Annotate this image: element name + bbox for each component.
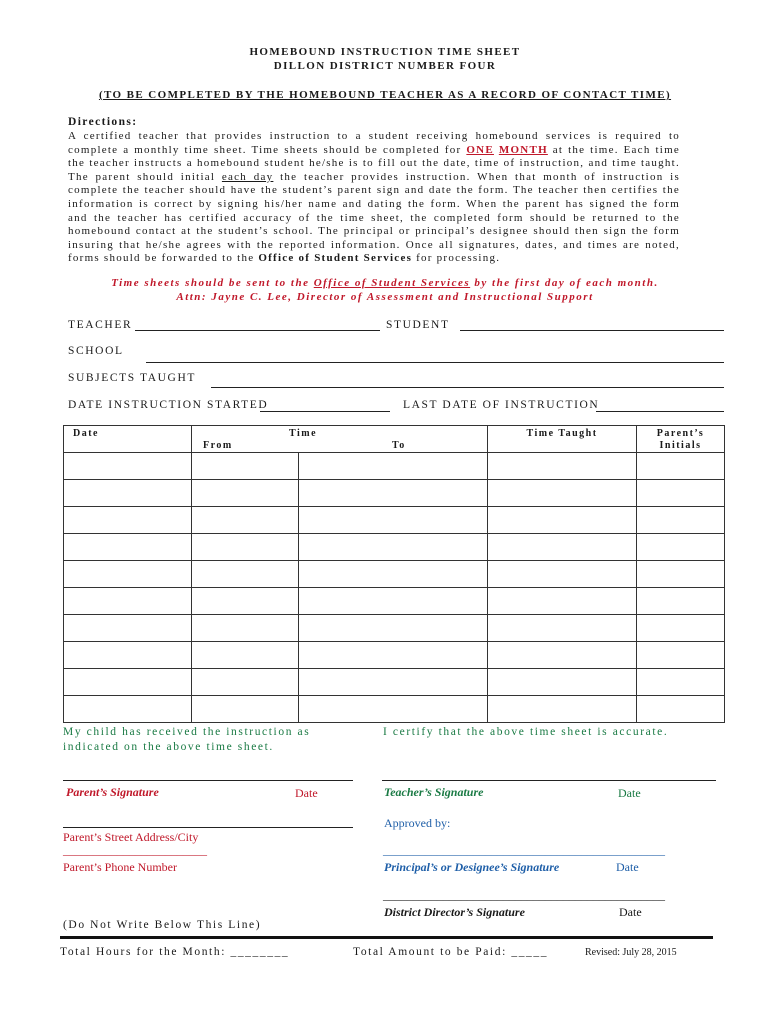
student-field[interactable] — [460, 330, 724, 331]
parent-date-label: Date — [295, 786, 318, 800]
parents-initials-header: Parent’s Initials — [637, 426, 725, 453]
from-cell[interactable] — [192, 669, 299, 696]
teacher-field[interactable] — [135, 330, 380, 331]
initials-cell[interactable] — [637, 696, 725, 723]
initials-cell[interactable] — [637, 588, 725, 615]
initials-cell[interactable] — [637, 669, 725, 696]
time-taught-cell[interactable] — [488, 669, 637, 696]
table-row — [64, 696, 725, 723]
time-taught-cell[interactable] — [488, 615, 637, 642]
parent-statement-line-2: indicated on the above time sheet. — [63, 741, 274, 753]
initials-cell[interactable] — [637, 507, 725, 534]
parent-signature-field[interactable] — [63, 780, 353, 781]
table-row — [64, 642, 725, 669]
office-student-services: Office of Student Services — [258, 252, 413, 265]
time-taught-cell[interactable] — [488, 507, 637, 534]
month-highlight: MONTH — [498, 143, 548, 156]
parent-phone-blank[interactable]: ________________________ — [63, 843, 207, 857]
table-row — [64, 669, 725, 696]
to-cell[interactable] — [299, 561, 488, 588]
from-cell[interactable] — [192, 453, 299, 480]
time-taught-cell[interactable] — [488, 453, 637, 480]
initials-cell[interactable] — [637, 615, 725, 642]
submission-notice: Time sheets should be sent to the Office of Student Services by the first day of each month. — [111, 277, 659, 289]
time-header: Time From To — [192, 426, 488, 453]
to-cell[interactable] — [299, 507, 488, 534]
parent-signature-label: Parent’s Signature — [66, 785, 159, 799]
school-label: SCHOOL — [68, 345, 124, 357]
date-cell[interactable] — [64, 480, 192, 507]
table-row — [64, 507, 725, 534]
subjects-label: SUBJECTS TAUGHT — [68, 372, 196, 384]
date-cell[interactable] — [64, 453, 192, 480]
parent-statement-line-1: My child has received the instruction as — [63, 726, 311, 738]
director-signature-field[interactable]: _______________________________________________ — [383, 888, 665, 902]
parent-phone-label: Parent’s Phone Number — [63, 860, 177, 874]
initials-cell[interactable] — [637, 561, 725, 588]
date-cell[interactable] — [64, 561, 192, 588]
to-cell[interactable] — [299, 534, 488, 561]
subjects-field[interactable] — [211, 387, 724, 388]
time-taught-cell[interactable] — [488, 480, 637, 507]
to-cell[interactable] — [299, 480, 488, 507]
to-header: To — [392, 440, 406, 451]
date-cell[interactable] — [64, 669, 192, 696]
teacher-label: TEACHER — [68, 319, 133, 331]
district-name: DILLON DISTRICT NUMBER FOUR — [273, 60, 497, 72]
revised-date: Revised: July 28, 2015 — [585, 947, 677, 958]
to-cell[interactable] — [299, 453, 488, 480]
director-date-label: Date — [619, 905, 642, 919]
date-cell[interactable] — [64, 696, 192, 723]
from-cell[interactable] — [192, 507, 299, 534]
time-taught-header: Time Taught — [488, 426, 637, 453]
to-cell[interactable] — [299, 588, 488, 615]
do-not-write-note: (Do Not Write Below This Line) — [63, 919, 262, 931]
date-cell[interactable] — [64, 588, 192, 615]
teacher-signature-label: Teacher’s Signature — [384, 785, 484, 799]
from-header: From — [203, 440, 233, 451]
date-cell[interactable] — [64, 642, 192, 669]
to-cell[interactable] — [299, 669, 488, 696]
one-highlight: ONE — [466, 143, 494, 156]
from-cell[interactable] — [192, 588, 299, 615]
date-header: Date — [64, 426, 192, 453]
date-cell[interactable] — [64, 534, 192, 561]
teacher-statement: I certify that the above time sheet is accurate. — [383, 726, 669, 738]
table-row — [64, 561, 725, 588]
table-row — [64, 453, 725, 480]
to-cell[interactable] — [299, 642, 488, 669]
date-started-label: DATE INSTRUCTION STARTED — [68, 399, 269, 411]
time-taught-cell[interactable] — [488, 534, 637, 561]
initials-cell[interactable] — [637, 642, 725, 669]
date-started-field[interactable] — [260, 411, 390, 412]
from-cell[interactable] — [192, 615, 299, 642]
principal-signature-label: Principal’s or Designee’s Signature — [384, 860, 560, 874]
to-cell[interactable] — [299, 615, 488, 642]
student-label: STUDENT — [386, 319, 450, 331]
table-row — [64, 534, 725, 561]
principal-date-label: Date — [616, 860, 639, 874]
table-row — [64, 615, 725, 642]
from-cell[interactable] — [192, 642, 299, 669]
parent-address-field[interactable] — [63, 827, 353, 828]
last-date-field[interactable] — [596, 411, 724, 412]
attn-line: Attn: Jayne C. Lee, Director of Assessment and Instructional Support — [176, 291, 594, 303]
divider-line — [60, 936, 713, 939]
from-cell[interactable] — [192, 480, 299, 507]
form-title: HOMEBOUND INSTRUCTION TIME SHEET — [249, 46, 521, 58]
approved-by-label: Approved by: — [384, 816, 451, 830]
school-field[interactable] — [146, 362, 724, 363]
each-day-underline: each day — [221, 170, 274, 183]
initials-cell[interactable] — [637, 453, 725, 480]
total-amount: Total Amount to be Paid: _____ — [353, 946, 549, 958]
directions-text: A certified teacher that provides instruction to a student receiving homebound services is required to complete a monthly time sheet. Time sheets should be completed for ONE MONTH at the time. Each time the teacher instructs a homebound student he/she is to fill out the date, time of instruction, and time taught. The parent should initial each day the teacher provides instruction. When that month of instruction is complete the teacher should have the student’s parent sign and date the form. The teacher then certifies the information is correct by signing his/her name and dating the form. When the parent has signed the form and the teacher has certified accuracy of the time sheet, the completed form should be returned to the homebound contact at the student’s school. The principal or principal’s designee should then sign the form insuring that he/she agrees with the reported information. Once all signatures, dates, and times are noted, forms should be forwarded to the Office of Student Services for processing. — [68, 130, 681, 265]
time-taught-cell[interactable] — [488, 561, 637, 588]
table-header-row — [64, 426, 725, 453]
time-log-table — [63, 425, 725, 723]
form-note: (TO BE COMPLETED BY THE HOMEBOUND TEACHER AS A RECORD OF CONTACT TIME) — [98, 89, 672, 101]
last-date-label: LAST DATE OF INSTRUCTION — [403, 399, 600, 411]
table-row — [64, 480, 725, 507]
principal-signature-field[interactable]: _______________________________________________ — [383, 843, 665, 857]
from-cell[interactable] — [192, 534, 299, 561]
time-taught-cell[interactable] — [488, 696, 637, 723]
teacher-date-label: Date — [618, 786, 641, 800]
date-cell[interactable] — [64, 615, 192, 642]
parent-address-label: Parent’s Street Address/City — [63, 830, 199, 844]
director-signature-label: District Director’s Signature — [384, 905, 525, 919]
total-hours: Total Hours for the Month: ________ — [60, 946, 290, 958]
time-taught-cell[interactable] — [488, 588, 637, 615]
table-row — [64, 588, 725, 615]
to-cell[interactable] — [299, 696, 488, 723]
time-taught-cell[interactable] — [488, 642, 637, 669]
directions-heading: Directions: — [68, 116, 138, 128]
from-cell[interactable] — [192, 561, 299, 588]
from-cell[interactable] — [192, 696, 299, 723]
initials-cell[interactable] — [637, 534, 725, 561]
teacher-signature-field[interactable] — [382, 780, 716, 781]
initials-cell[interactable] — [637, 480, 725, 507]
date-cell[interactable] — [64, 507, 192, 534]
